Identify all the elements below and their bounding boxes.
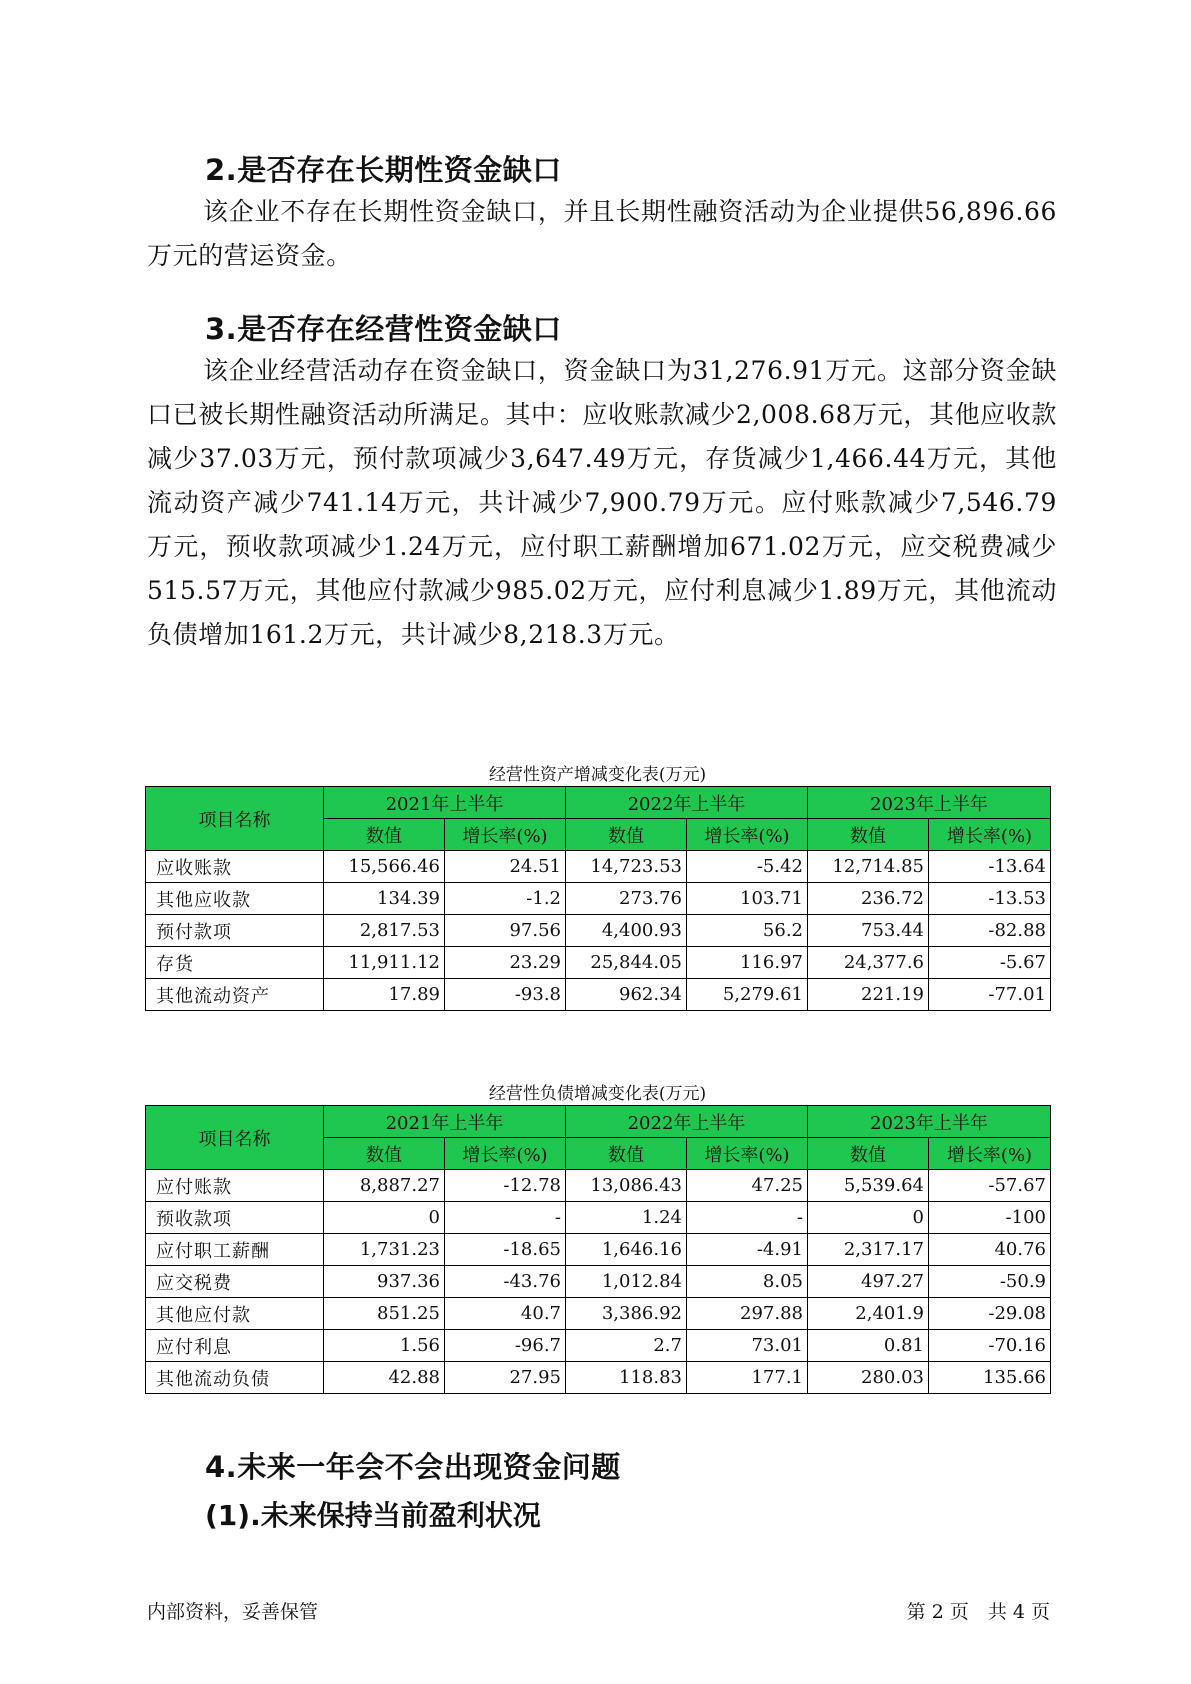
value-cell: 851.25: [324, 1298, 445, 1330]
operating-assets-table: [145, 786, 1051, 1011]
sub-header: 数值: [808, 819, 929, 851]
period-header: 2022年上半年: [566, 787, 808, 819]
sub-header: 增长率(%): [687, 1138, 808, 1170]
growth-rate-cell: 135.66: [929, 1362, 1051, 1394]
table-row: [146, 1362, 1051, 1394]
growth-rate-cell: 56.2: [687, 915, 808, 947]
growth-rate-cell: 8.05: [687, 1266, 808, 1298]
value-cell: 11,911.12: [324, 947, 445, 979]
period-header: 2021年上半年: [324, 787, 566, 819]
row-item-name: 存货: [146, 947, 324, 979]
growth-rate-cell: -13.64: [929, 851, 1051, 883]
growth-rate-cell: -1.2: [445, 883, 566, 915]
growth-rate-cell: -4.91: [687, 1234, 808, 1266]
growth-rate-cell: -5.42: [687, 851, 808, 883]
period-header: 2022年上半年: [566, 1106, 808, 1138]
table-row: [146, 947, 1051, 979]
row-item-name: 预付款项: [146, 915, 324, 947]
table-row: [146, 1266, 1051, 1298]
growth-rate-cell: -29.08: [929, 1298, 1051, 1330]
value-cell: 280.03: [808, 1362, 929, 1394]
value-cell: 8,887.27: [324, 1170, 445, 1202]
sub-header: 数值: [566, 819, 687, 851]
footer-confidential-note: 内部资料，妥善保管: [147, 1601, 319, 1623]
period-header: 2021年上半年: [324, 1106, 566, 1138]
section3-heading: 3.是否存在经营性资金缺口: [205, 312, 562, 346]
growth-rate-cell: -5.67: [929, 947, 1051, 979]
table-row: [146, 1298, 1051, 1330]
row-item-name: 应交税费: [146, 1266, 324, 1298]
value-cell: 12,714.85: [808, 851, 929, 883]
growth-rate-cell: -12.78: [445, 1170, 566, 1202]
growth-rate-cell: 103.71: [687, 883, 808, 915]
value-cell: 753.44: [808, 915, 929, 947]
value-cell: 15,566.46: [324, 851, 445, 883]
value-cell: 14,723.53: [566, 851, 687, 883]
growth-rate-cell: 73.01: [687, 1330, 808, 1362]
sub-header: 增长率(%): [445, 819, 566, 851]
value-cell: 221.19: [808, 979, 929, 1011]
sub-header: 数值: [324, 1138, 445, 1170]
row-item-name: 应付利息: [146, 1330, 324, 1362]
row-item-name: 预收款项: [146, 1202, 324, 1234]
section3-paragraph: 该企业经营活动存在资金缺口，资金缺口为31,276.91万元。这部分资金缺口已被长期性融资活动所满足。其中：应收账款减少2,008.68万元，其他应收款减少37.03万元，预付款项减少3,647.49万元，存货减少1,466.44万元，其他流动资产减少741.14万元，共计减少7,900.79万元。应付账款减少7,546.79万元，预收款项减少1.24万元，应付职工薪酬增加671.02万元，应交税费减少515.57万元，其他应付款减少985.02万元，应付利息减少1.89万元，其他流动负债增加161.2万元，共计减少8,218.3万元。: [147, 356, 1057, 649]
row-item-name: 应付职工薪酬: [146, 1234, 324, 1266]
growth-rate-cell: -82.88: [929, 915, 1051, 947]
growth-rate-cell: -50.9: [929, 1266, 1051, 1298]
growth-rate-cell: -77.01: [929, 979, 1051, 1011]
value-cell: 0: [324, 1202, 445, 1234]
value-cell: 0: [808, 1202, 929, 1234]
growth-rate-cell: 47.25: [687, 1170, 808, 1202]
value-cell: 273.76: [566, 883, 687, 915]
value-cell: 13,086.43: [566, 1170, 687, 1202]
value-cell: 5,539.64: [808, 1170, 929, 1202]
sub-header: 增长率(%): [445, 1138, 566, 1170]
growth-rate-cell: -18.65: [445, 1234, 566, 1266]
growth-rate-cell: 40.7: [445, 1298, 566, 1330]
value-cell: 1,731.23: [324, 1234, 445, 1266]
growth-rate-cell: 97.56: [445, 915, 566, 947]
value-cell: 118.83: [566, 1362, 687, 1394]
section2-paragraph: 该企业不存在长期性资金缺口，并且长期性融资活动为企业提供56,896.66万元的营运资金。: [147, 197, 1057, 270]
section4-heading: 4.未来一年会不会出现资金问题: [205, 1450, 621, 1484]
growth-rate-cell: 177.1: [687, 1362, 808, 1394]
value-cell: 236.72: [808, 883, 929, 915]
table-row: [146, 883, 1051, 915]
table-row: [146, 851, 1051, 883]
value-cell: 0.81: [808, 1330, 929, 1362]
sub-header: 数值: [566, 1138, 687, 1170]
value-cell: 25,844.05: [566, 947, 687, 979]
sub-header: 数值: [324, 819, 445, 851]
value-cell: 2,401.9: [808, 1298, 929, 1330]
value-cell: 1.56: [324, 1330, 445, 1362]
growth-rate-cell: 23.29: [445, 947, 566, 979]
table-row: [146, 1234, 1051, 1266]
value-cell: 3,386.92: [566, 1298, 687, 1330]
value-cell: 2.7: [566, 1330, 687, 1362]
table-row: [146, 1330, 1051, 1362]
growth-rate-cell: -96.7: [445, 1330, 566, 1362]
value-cell: 134.39: [324, 883, 445, 915]
table2-caption: 经营性负债增减变化表(万元): [488, 1084, 707, 1104]
value-cell: 937.36: [324, 1266, 445, 1298]
growth-rate-cell: 297.88: [687, 1298, 808, 1330]
item-name-header: 项目名称: [146, 787, 324, 851]
value-cell: 2,817.53: [324, 915, 445, 947]
period-header: 2023年上半年: [808, 787, 1051, 819]
growth-rate-cell: -: [445, 1202, 566, 1234]
row-item-name: 其他流动资产: [146, 979, 324, 1011]
value-cell: 1.24: [566, 1202, 687, 1234]
row-item-name: 其他流动负债: [146, 1362, 324, 1394]
table1-caption: 经营性资产增减变化表(万元): [488, 765, 707, 785]
value-cell: 4,400.93: [566, 915, 687, 947]
value-cell: 17.89: [324, 979, 445, 1011]
growth-rate-cell: 5,279.61: [687, 979, 808, 1011]
section4-subheading: (1).未来保持当前盈利状况: [205, 1499, 541, 1532]
value-cell: 962.34: [566, 979, 687, 1011]
item-name-header: 项目名称: [146, 1106, 324, 1170]
footer-page-number: 第 2 页 共 4 页: [906, 1601, 1050, 1623]
section2-heading: 2.是否存在长期性资金缺口: [205, 153, 562, 187]
growth-rate-cell: -70.16: [929, 1330, 1051, 1362]
period-header: 2023年上半年: [808, 1106, 1051, 1138]
growth-rate-cell: -43.76: [445, 1266, 566, 1298]
row-item-name: 应收账款: [146, 851, 324, 883]
sub-header: 增长率(%): [929, 1138, 1051, 1170]
sub-header: 增长率(%): [929, 819, 1051, 851]
value-cell: 42.88: [324, 1362, 445, 1394]
growth-rate-cell: 116.97: [687, 947, 808, 979]
row-item-name: 其他应付款: [146, 1298, 324, 1330]
growth-rate-cell: -100: [929, 1202, 1051, 1234]
growth-rate-cell: 24.51: [445, 851, 566, 883]
growth-rate-cell: -57.67: [929, 1170, 1051, 1202]
table-row: [146, 979, 1051, 1011]
growth-rate-cell: 27.95: [445, 1362, 566, 1394]
value-cell: 1,646.16: [566, 1234, 687, 1266]
sub-header: 增长率(%): [687, 819, 808, 851]
table-row: [146, 1202, 1051, 1234]
value-cell: 1,012.84: [566, 1266, 687, 1298]
growth-rate-cell: -: [687, 1202, 808, 1234]
growth-rate-cell: 40.76: [929, 1234, 1051, 1266]
value-cell: 2,317.17: [808, 1234, 929, 1266]
sub-header: 数值: [808, 1138, 929, 1170]
table-row: [146, 915, 1051, 947]
operating-liabilities-table: [145, 1105, 1051, 1394]
growth-rate-cell: -93.8: [445, 979, 566, 1011]
growth-rate-cell: -13.53: [929, 883, 1051, 915]
value-cell: 497.27: [808, 1266, 929, 1298]
row-item-name: 应付账款: [146, 1170, 324, 1202]
table-row: [146, 1170, 1051, 1202]
row-item-name: 其他应收款: [146, 883, 324, 915]
value-cell: 24,377.6: [808, 947, 929, 979]
